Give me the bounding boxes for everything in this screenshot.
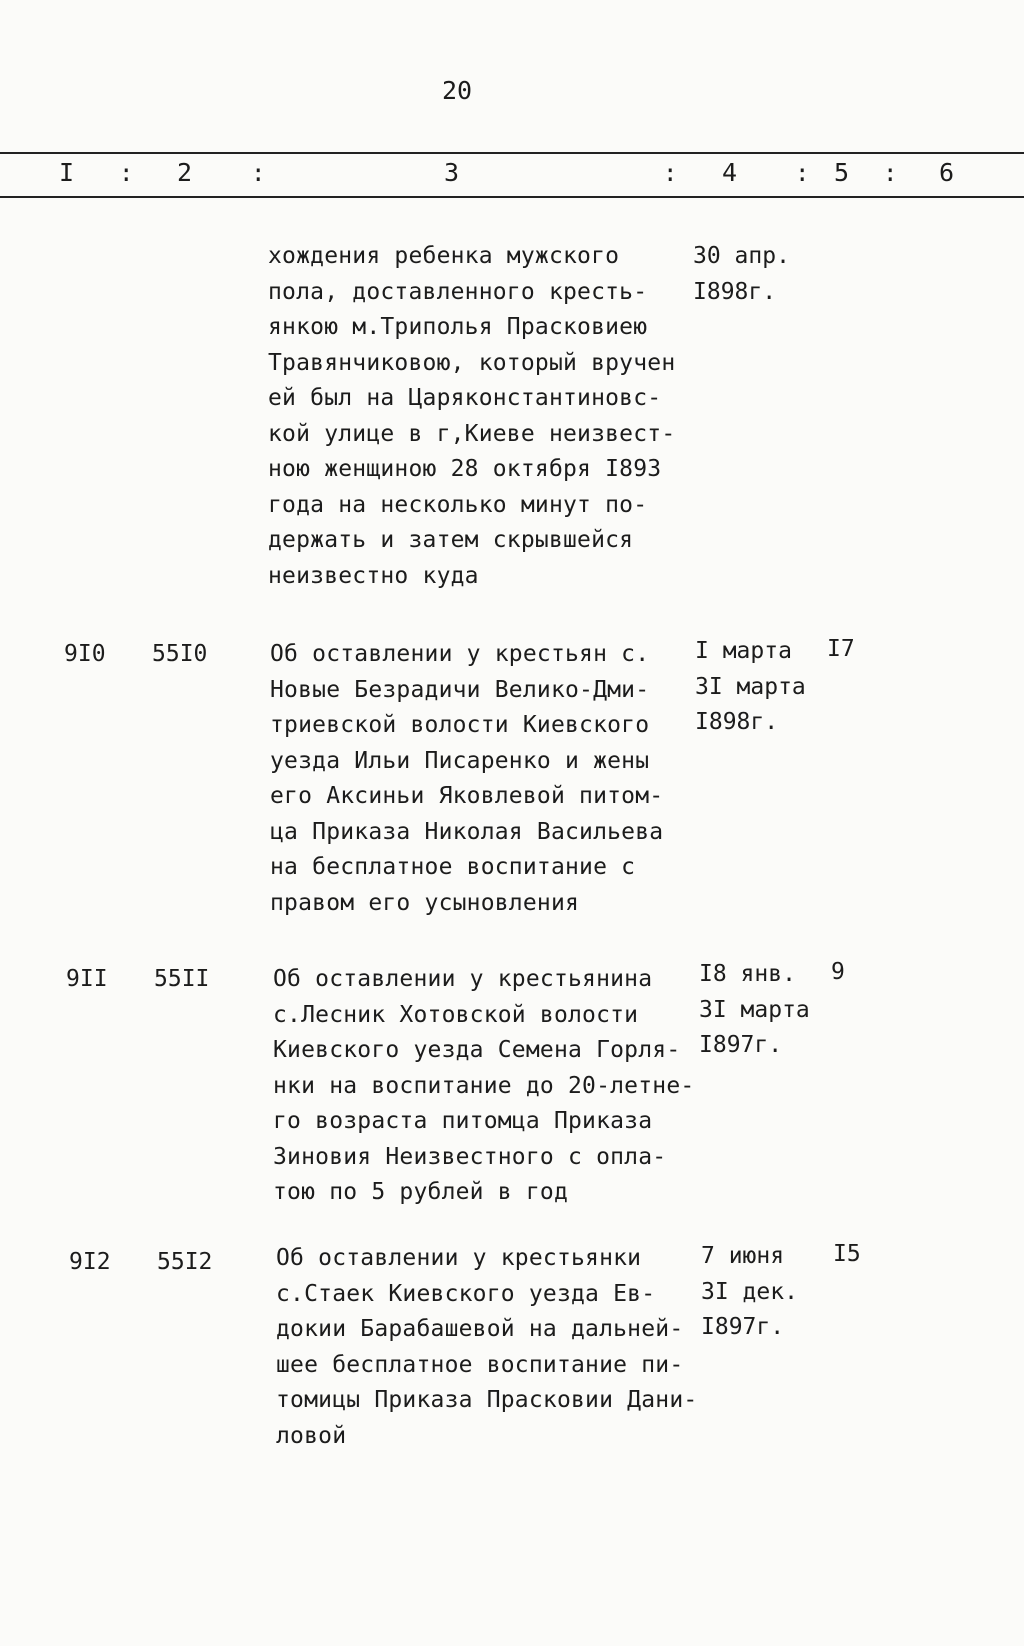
description-line: го возраста питомца Приказа: [273, 1108, 653, 1134]
entry-dates: [695, 634, 806, 741]
entry-description: [268, 239, 675, 594]
date-line: I897г.: [701, 1314, 785, 1340]
description-line: Киевского уезда Семена Горля-: [273, 1037, 681, 1063]
column-header-2: 2: [177, 158, 193, 187]
entry-number: 9I0: [64, 641, 106, 667]
description-line: года на несколько минут по-: [268, 491, 648, 518]
date-line: 30 апр.: [693, 243, 790, 269]
description-line: Об оставлении у крестьянина: [273, 966, 653, 992]
description-line: уезда Ильи Писаренко и жены: [270, 747, 650, 774]
description-line: Травянчиковою, который вручен: [268, 349, 676, 376]
column-separator: :: [795, 159, 810, 187]
description-line: неизвестно куда: [268, 562, 479, 589]
date-line: I марта: [695, 638, 792, 664]
entry-pages: I5: [833, 1241, 861, 1267]
date-line: 3I дек.: [701, 1278, 798, 1305]
description-line: ей был на Царяконстантиновс-: [268, 385, 662, 411]
column-header-6: 6: [939, 158, 955, 187]
column-separator: :: [663, 159, 678, 187]
entry-description: [273, 962, 694, 1211]
entry-dates: [699, 957, 810, 1064]
entry-code: 55I0: [152, 641, 208, 667]
column-separator: :: [119, 159, 134, 187]
description-line: держать и затем скрывшейся: [268, 527, 634, 553]
column-header-4: 4: [722, 158, 738, 187]
entry-dates: [693, 239, 790, 310]
description-line: кой улице в г,Киеве неизвест-: [268, 420, 676, 447]
entry-number: 9II: [66, 966, 108, 992]
description-line: правом его усыновления: [270, 889, 580, 916]
description-line: с.Стаек Киевского уезда Ев-: [276, 1280, 656, 1307]
description-line: Об оставлении у крестьянки: [276, 1245, 642, 1271]
column-header-3: 3: [444, 158, 460, 187]
description-line: ца Приказа Николая Васильева: [270, 818, 664, 845]
description-line: пола, доставленного кресть-: [268, 278, 648, 305]
description-line: его Аксиньи Яковлевой питом-: [270, 783, 664, 809]
entry-pages: I7: [827, 636, 855, 662]
column-separator: :: [883, 159, 898, 187]
description-line: ною женщиною 28 октября I893: [268, 456, 662, 482]
description-line: Зиновия Неизвестного с опла-: [273, 1143, 667, 1170]
description-line: на бесплатное воспитание с: [270, 854, 636, 880]
entry-number: 9I2: [69, 1249, 111, 1275]
description-line: шее бесплатное воспитание пи-: [276, 1351, 684, 1378]
date-line: 3I марта: [699, 996, 810, 1023]
description-line: томицы Приказа Прасковии Дани-: [276, 1387, 698, 1413]
description-line: с.Лесник Хотовской волости: [273, 1001, 639, 1028]
date-line: I897г.: [699, 1032, 783, 1058]
entry-description: [276, 1241, 697, 1454]
header-rule-top: [0, 152, 1024, 154]
description-line: Новые Безрадичи Велико-Дми-: [270, 676, 650, 703]
date-line: I898г.: [695, 709, 779, 735]
entry-dates: [701, 1239, 798, 1346]
description-line: тою по 5 рублей в год: [273, 1179, 568, 1205]
description-line: янкою м.Триполья Прасковиею: [268, 314, 648, 340]
description-line: ловой: [276, 1422, 347, 1449]
date-line: 7 июня: [701, 1243, 785, 1269]
description-line: хождения ребенка мужского: [268, 243, 620, 269]
description-line: Об оставлении у крестьян с.: [270, 641, 650, 667]
description-line: триевской волости Киевского: [270, 712, 650, 738]
description-line: нки на воспитание до 20-летне-: [273, 1072, 695, 1099]
date-line: 3I марта: [695, 673, 806, 700]
column-separator: :: [251, 159, 266, 187]
column-header-5: 5: [834, 158, 850, 187]
column-header-1: I: [59, 158, 75, 187]
page-number: 20: [442, 76, 473, 105]
description-line: докии Барабашевой на дальней-: [276, 1316, 684, 1342]
entry-code: 55II: [154, 966, 210, 992]
date-line: I8 янв.: [699, 961, 796, 987]
header-rule-bottom: [0, 196, 1024, 198]
entry-pages: 9: [831, 959, 845, 985]
entry-description: [270, 637, 663, 921]
entry-code: 55I2: [157, 1249, 213, 1275]
date-line: I898г.: [693, 278, 777, 305]
